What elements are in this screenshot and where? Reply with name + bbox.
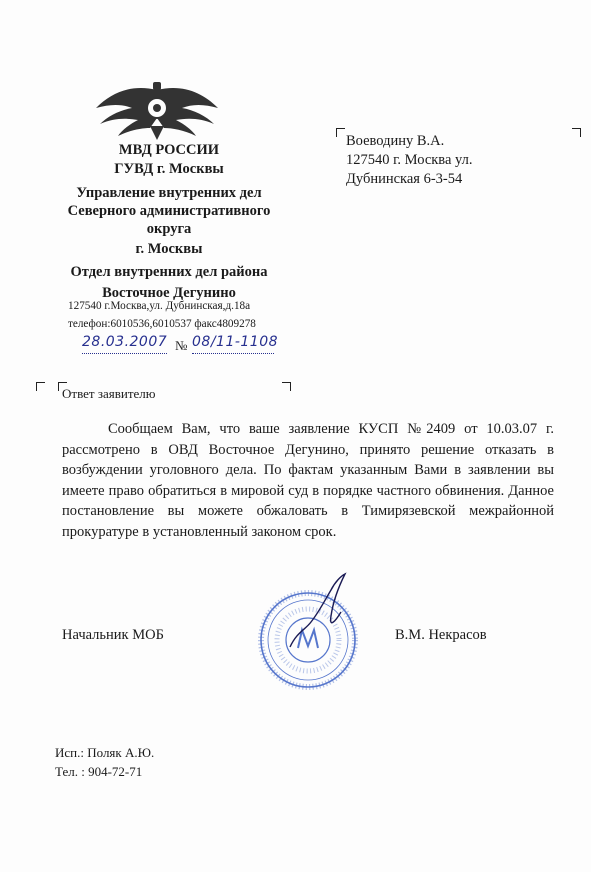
header-line: Северного административного [67,203,271,219]
signatory-position: Начальник МОБ [62,627,164,643]
header-line: ГУВД г. Москвы [114,161,224,177]
header-line: г. Москвы [135,241,203,257]
body-paragraph: Сообщаем Вам, что ваше заявление КУСП №2409 от 10.03.07 г. рассмотрено в ОВД Восточное Дегунино, принято решение отказать в возбуждении уголовного дела. По фактам указанным Вами в заявлении вы имеете право обратиться в мировой суд в порядке частного обвинения. Данное постановление вы можете обжаловать в Тимирязевской межрайонной прокуратуре в установленный законом срок. [62,421,554,540]
eagle-emblem-icon [92,78,222,142]
corner-mark [282,382,291,391]
executor-phone: Тел. : 904-72-71 [55,764,143,779]
executor-name: Исп.: Поляк А.Ю. [55,745,155,760]
subject-line: Ответ заявителю [62,386,156,401]
header-line: Отдел внутренних дел района [70,264,268,280]
header-line: МВД РОССИИ [118,142,220,158]
header-phones: телефон:6010536,6010537 факс4809278 [68,318,256,330]
signatory-name: В.М. Некрасов [395,627,487,643]
registration-date: 28.03.2007 [82,334,168,350]
corner-mark [36,382,45,391]
recipient-name: Воеводину В.А. [346,133,445,149]
corner-mark [336,128,345,137]
date-underline [82,353,167,354]
corner-mark [572,128,581,137]
number-underline [192,353,274,354]
recipient-block [346,132,473,189]
header-address: 127540 г.Москва,ул. Дубнинская,д.18а [68,300,251,312]
header-line: округа [146,221,192,237]
registration-number: 08/11-1108 [192,334,279,350]
handwritten-signature-icon [285,572,360,652]
number-sign: № [175,338,188,353]
header-line: Управление внутренних дел [76,185,262,201]
letter-body [62,419,554,542]
header-line: Восточное Дегунино [102,285,236,301]
recipient-address-line1: 127540 г. Москва ул. [346,152,473,168]
recipient-address-line2: Дубнинская 6-3-54 [346,171,463,187]
header-block [40,141,298,302]
